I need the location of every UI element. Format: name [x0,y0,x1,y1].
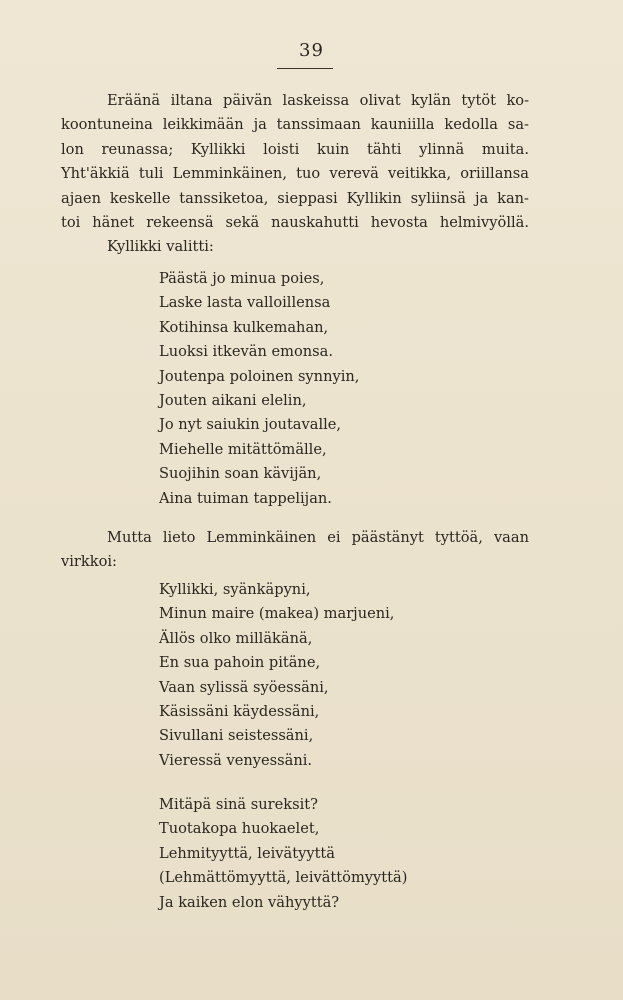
paragraph-2 [61,526,529,575]
verse-3 [159,793,407,915]
verse-line: Laske lasta valloillensa [159,294,331,312]
verse-line: Minun maire (makea) marjueni, [159,605,395,623]
verse-line: Vaan sylissä syöessäni, [159,678,329,696]
verse-line: Kyllikki, syänkäpyni, [159,581,311,598]
verse-line: Jo nyt saiukin joutavalle, [159,416,342,434]
verse-line: Jouten aikani elelin, [159,392,307,410]
text-line: Yht'äkkiä tuli Lemminkäinen, tuo verevä veitikka, oriillansa [61,165,529,183]
text-line: Kyllikki valitti: [107,238,214,256]
page-number: 39 [299,40,324,61]
text-line: Mutta lieto Lemminkäinen ei päästänyt tyttöä, vaan [107,529,529,546]
verse-line: Luoksi itkevän emonsa. [159,343,333,361]
verse-line: Suojihin soan kävijän, [159,465,322,483]
paragraph-1 [61,89,529,260]
verse-line: (Lehmättömyyttä, leivättömyyttä) [159,869,408,887]
verse-line: Sivullani seistessäni, [159,727,314,745]
verse-line: Aina tuiman tappelijan. [159,489,332,507]
verse-line: Joutenpa poloinen synnyin, [159,367,360,385]
verse-line: Tuotakopa huokaelet, [159,820,320,838]
verse-line: Vieressä venyessäni. [159,751,313,769]
verse-line: Miehelle mitättömälle, [159,440,327,458]
verse-1 [159,267,359,511]
verse-line: En sua pahoin pitäne, [159,654,321,672]
text-line: virkkoi: [61,553,117,571]
verse-line: Ja kaiken elon vähyyttä? [159,893,340,911]
text-line: koontuneina leikkimään ja tanssimaan kauniilla kedolla sa- [61,116,529,134]
text-line: toi hänet rekeensä sekä nauskahutti hevosta helmivyöllä. [61,214,529,232]
verse-line: Lehmityyttä, leivätyyttä [159,844,335,862]
text-line: Eräänä iltana päivän laskeissa olivat kylän tytöt ko- [107,92,529,109]
text-line: ajaen keskelle tanssiketoa, sieppasi Kyllikin syliinsä ja kan- [61,189,529,207]
verse-2 [159,578,394,773]
verse-line: Mitäpä sinä sureksit? [159,796,318,813]
verse-line: Kotihinsa kulkemahan, [159,318,329,336]
text-line: lon reunassa; Kyllikki loisti kuin tähti ylinnä muita. [61,140,529,158]
verse-line: Päästä jo minua poies, [159,270,325,287]
header-rule [277,68,333,69]
verse-line: Käsissäni käydessäni, [159,703,320,721]
verse-line: Ällös olko milläkänä, [159,629,313,647]
